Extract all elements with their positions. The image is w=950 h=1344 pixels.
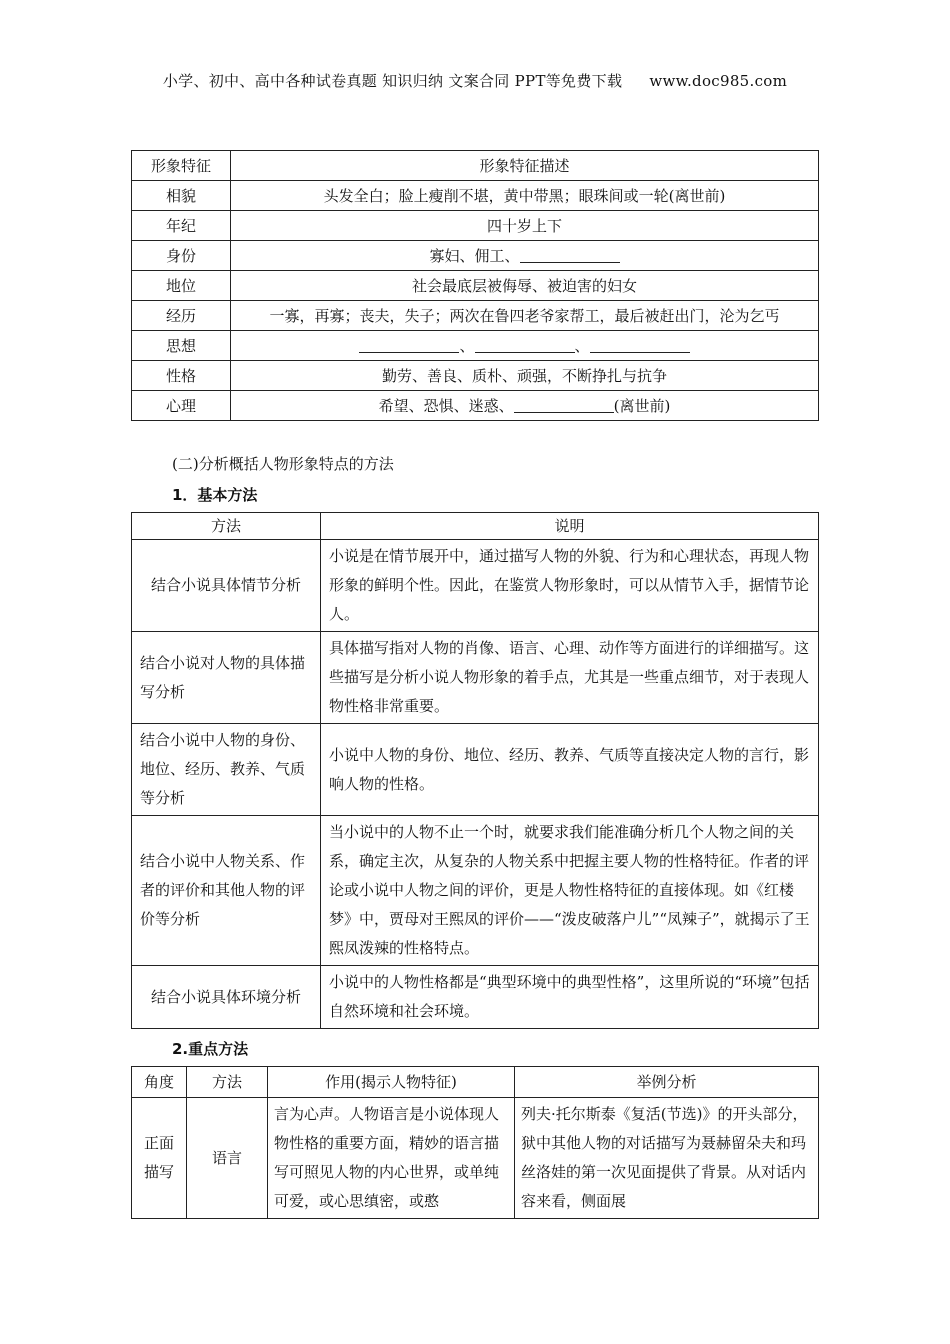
feature-value <box>231 391 819 421</box>
feature-value <box>231 241 819 271</box>
header-text: 小学、初中、高中各种试卷真题 知识归纳 文案合同 PPT等免费下载 <box>162 72 623 90</box>
table-row <box>132 391 819 421</box>
subsection-title: 1．基本方法 <box>172 486 258 504</box>
table-header-cell: 形象特征 <box>132 151 231 181</box>
effect-cell: 言为心声。人物语言是小说体现人物性格的重要方面，精妙的语言描写可照见人物的内心世界，或单纯可爱，或心思缜密，或憨 <box>268 1098 515 1219</box>
method-cell: 结合小说中人物的身份、地位、经历、教养、气质等分析 <box>132 724 321 816</box>
section-title: (二)分析概括人物形象特点的方法 <box>172 455 394 473</box>
table-header-cell: 举例分析 <box>515 1067 819 1098</box>
feature-value: 一寡，再寡；丧夫，失子；两次在鲁四老爷家帮工，最后被赶出门，沦为乞丐 <box>231 301 819 331</box>
feature-key: 相貌 <box>132 181 231 211</box>
feature-key: 身份 <box>132 241 231 271</box>
table-row <box>132 816 819 966</box>
method-cell: 语言 <box>187 1098 268 1219</box>
table-row <box>132 271 819 301</box>
table-header-cell: 形象特征描述 <box>231 151 819 181</box>
angle-cell: 正面描写 <box>132 1098 187 1219</box>
description-cell: 具体描写指对人物的肖像、语言、心理、动作等方面进行的详细描写。这些描写是分析小说人物形象的着手点，尤其是一些重点细节，对于表现人物性格非常重要。 <box>321 632 819 724</box>
description-cell: 当小说中的人物不止一个时，就要求我们能准确分析几个人物之间的关系，确定主次，从复杂的人物关系中把握主要人物的性格特征。作者的评论或小说中人物之间的评价，更是人物性格特征的直接体现。如《红楼梦》中，贾母对王熙凤的评价——“泼皮破落户儿”“凤辣子”，就揭示了王熙凤泼辣的性格特点。 <box>321 816 819 966</box>
feature-key: 性格 <box>132 361 231 391</box>
description-cell: 小说是在情节展开中，通过描写人物的外貌、行为和心理状态，再现人物形象的鲜明个性。因此，在鉴赏人物形象时，可以从情节入手，据情节论人。 <box>321 540 819 632</box>
table-header-cell: 方法 <box>187 1067 268 1098</box>
table-header-cell: 角度 <box>132 1067 187 1098</box>
table-row <box>132 724 819 816</box>
feature-key: 年纪 <box>132 211 231 241</box>
feature-value: 社会最底层被侮辱、被迫害的妇女 <box>231 271 819 301</box>
table-row <box>132 632 819 724</box>
feature-key: 思想 <box>132 331 231 361</box>
key-methods-table <box>131 1066 819 1219</box>
table-header-cell: 作用(揭示人物特征) <box>268 1067 515 1098</box>
table-row <box>132 361 819 391</box>
feature-value-text: 希望、恐惧、迷惑、 <box>378 397 514 415</box>
fill-blank <box>359 338 459 353</box>
table-row <box>132 301 819 331</box>
separator: 、 <box>574 337 590 355</box>
method-cell: 结合小说具体情节分析 <box>132 540 321 632</box>
description-cell: 小说中人物的身份、地位、经历、教养、气质等直接决定人物的言行，影响人物的性格。 <box>321 724 819 816</box>
subsection-title: 2.重点方法 <box>172 1040 249 1058</box>
table-row <box>132 1098 819 1219</box>
feature-value: 勤劳、善良、质朴、顽强，不断挣扎与抗争 <box>231 361 819 391</box>
feature-value-suffix: (离世前) <box>613 397 671 415</box>
table-row <box>132 241 819 271</box>
feature-key: 地位 <box>132 271 231 301</box>
table-row <box>132 211 819 241</box>
method-cell: 结合小说具体环境分析 <box>132 966 321 1029</box>
table-row <box>132 331 819 361</box>
method-cell: 结合小说对人物的具体描写分析 <box>132 632 321 724</box>
table-row <box>132 181 819 211</box>
method-cell: 结合小说中人物关系、作者的评价和其他人物的评价等分析 <box>132 816 321 966</box>
table-header-cell: 方法 <box>132 513 321 540</box>
table-header-cell: 说明 <box>321 513 819 540</box>
fill-blank <box>590 338 690 353</box>
feature-value-text: 寡妇、佣工、 <box>429 247 520 265</box>
header-site: www.doc985.com <box>649 72 788 90</box>
table-row <box>132 540 819 632</box>
feature-value: 四十岁上下 <box>231 211 819 241</box>
feature-key: 经历 <box>132 301 231 331</box>
feature-key: 心理 <box>132 391 231 421</box>
basic-methods-table <box>131 512 819 1029</box>
description-cell: 小说中的人物性格都是“典型环境中的典型性格”，这里所说的“环境”包括自然环境和社会环境。 <box>321 966 819 1029</box>
feature-value: 头发全白；脸上瘦削不堪，黄中带黑；眼珠间或一轮(离世前) <box>231 181 819 211</box>
fill-blank <box>514 398 614 413</box>
feature-value <box>231 331 819 361</box>
table-row <box>132 966 819 1029</box>
fill-blank <box>475 338 575 353</box>
separator: 、 <box>459 337 475 355</box>
image-features-table <box>131 150 819 421</box>
fill-blank <box>520 248 620 263</box>
example-cell: 列夫·托尔斯泰《复活(节选)》的开头部分，狱中其他人物的对话描写为聂赫留朵夫和玛丝洛娃的第一次见面提供了背景。从对话内容来看，侧面展 <box>515 1098 819 1219</box>
page-header <box>0 70 950 91</box>
